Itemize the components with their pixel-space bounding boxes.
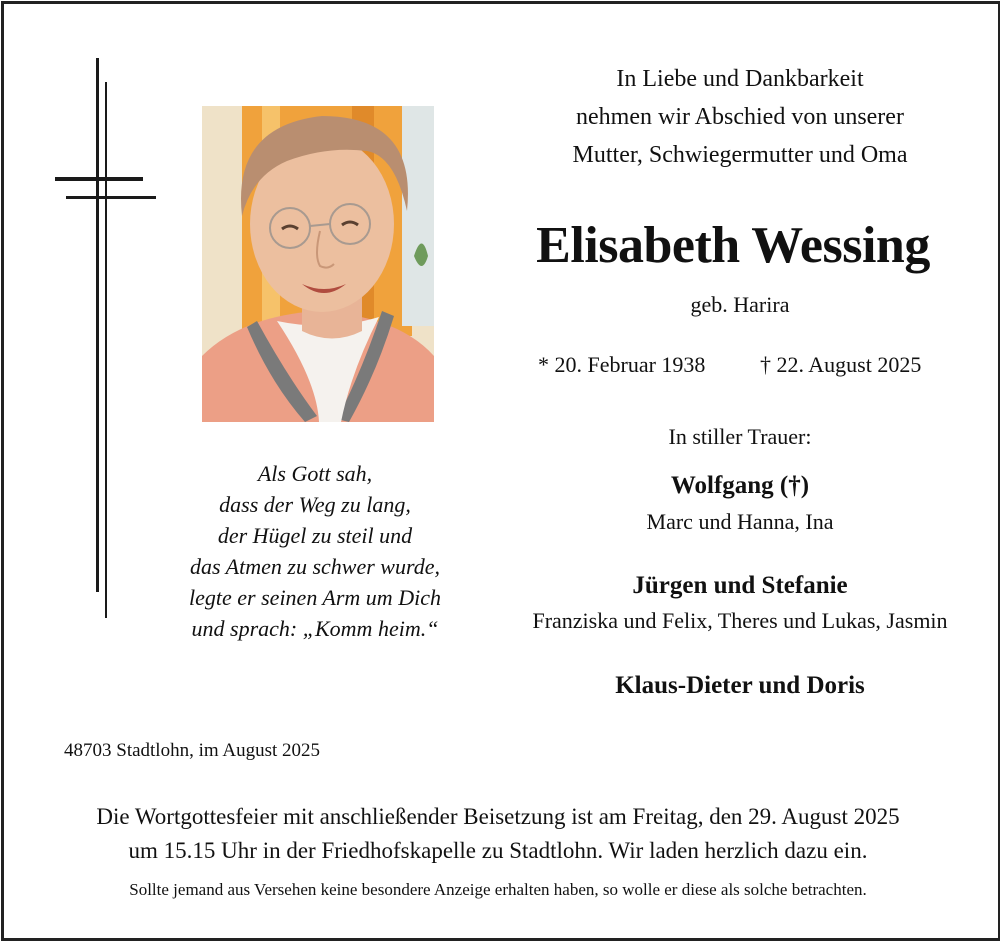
place-date: 48703 Stadtlohn, im August 2025	[64, 740, 320, 761]
mourner-family: Franziska und Felix, Theres und Lukas, Jasmin	[532, 608, 948, 633]
intro-line: nehmen wir Abschied von unserer	[576, 104, 904, 130]
intro-text	[490, 60, 990, 174]
poem-line: dass der Weg zu lang,	[219, 492, 411, 517]
maiden-name: geb. Harira	[690, 292, 790, 317]
portrait-photo	[202, 106, 434, 422]
service-info	[20, 800, 976, 868]
death-date: † 22. August 2025	[760, 352, 922, 377]
mourner-family: Marc und Hanna, Ina	[646, 509, 834, 534]
mourner-name: Wolfgang (†)	[670, 472, 810, 499]
poem	[150, 458, 480, 644]
poem-line: das Atmen zu schwer wurde,	[190, 554, 440, 579]
service-line: Die Wortgottesfeier mit anschließender Beisetzung ist am Freitag, den 29. August 2025	[96, 804, 900, 829]
poem-line: legte er seinen Arm um Dich	[189, 585, 441, 610]
footnote: Sollte jemand aus Versehen keine besondere Anzeige erhalten haben, so wolle er diese als solche betrachten.	[129, 880, 867, 899]
deceased-name: Elisabeth Wessing	[536, 217, 930, 274]
poem-line: der Hügel zu steil und	[217, 523, 413, 548]
intro-line: Mutter, Schwiegermutter und Oma	[572, 142, 908, 168]
mourner-name: Jürgen und Stefanie	[632, 572, 848, 599]
mourner-name: Klaus-Dieter und Doris	[615, 672, 865, 699]
poem-line: Als Gott sah,	[257, 461, 373, 486]
service-line: um 15.15 Uhr in der Friedhofskapelle zu Stadtlohn. Wir laden herzlich dazu ein.	[128, 838, 868, 863]
birth-date: * 20. Februar 1938	[538, 352, 706, 377]
poem-line: und sprach: „Komm heim.“	[191, 616, 439, 641]
intro-line: In Liebe und Dankbarkeit	[616, 66, 864, 92]
mourners-heading: In stiller Trauer:	[668, 424, 812, 449]
